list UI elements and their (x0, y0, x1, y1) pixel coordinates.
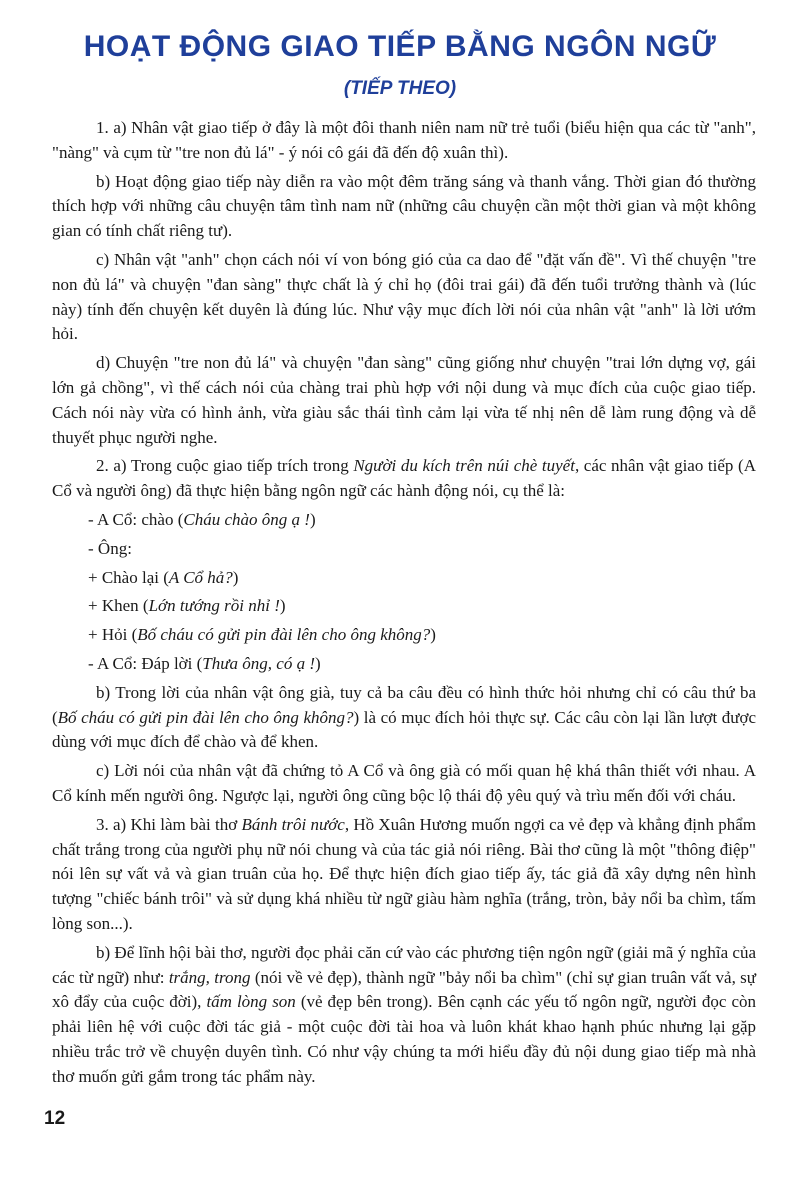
list-item-hoi: + Hỏi (Bố cháu có gửi pin đài lên cho ông không?) (88, 625, 436, 645)
list-item-khen: + Khen (Lớn tướng rồi nhỉ !) (88, 596, 286, 616)
list-item-a-co-greeting: - A Cổ: chào (Cháu chào ông ạ !) (88, 509, 316, 529)
paragraph-1c: c) Nhân vật "anh" chọn cách nói ví von bóng gió của ca dao để "đặt vấn đề". Vì thế chuyện "tre non đủ lá" và chuyện "đan sàng" thực chất là ý chỉ họ (đôi trai gái) đã đến tuổi trưởng thành và (lúc này) tính đến chuyện kết duyên là đúng lúc. Như vậy mục đích lời nói của nhân vật "anh" là lời ướm hỏi. (52, 249, 756, 344)
page-subtitle: (TIẾP THEO) (343, 78, 457, 99)
list-item-chao-lai: + Chào lại (A Cổ hả?) (88, 567, 239, 587)
paragraph-1d: d) Chuyện "tre non đủ lá" và chuyện "đan sàng" cũng giống như chuyện "trai lớn dựng vợ, gái lớn gả chồng", vì thế cách nói của chàng trai phù hợp với nội dung và mục đích của cuộc giao tiếp. Cách nói này vừa có hình ảnh, vừa giàu sắc thái tình cảm lại vừa tế nhị nên dễ làm rung động và dễ thuyết phục người nghe. (52, 353, 756, 447)
list-item-ong: - Ông: (88, 538, 132, 558)
paragraph-3b: b) Để lĩnh hội bài thơ, người đọc phải căn cứ vào các phương tiện ngôn ngữ (giải mã ý nghĩa của các từ ngữ) như: trắng, trong (nói về vẻ đẹp), thành ngữ "bảy nổi ba chìm" (chỉ sự gian truân vất vả, sự xô đẩy của cuộc đời), tấm lòng son (vẻ đẹp bên trong). Bên cạnh các yếu tố ngôn ngữ, người đọc còn phải liên hệ với cuộc đời tác giả - một cuộc đời tài hoa và luôn khát khao hạnh phúc nhưng lại gặp nhiều trắc trở về chuyện duyên tình. Có như vậy chúng ta mới hiểu đầy đủ nội dung giao tiếp mà nhà thơ muốn gửi gắm trong tác phẩm này. (52, 942, 757, 1086)
paragraph-1b: b) Hoạt động giao tiếp này diễn ra vào một đêm trăng sáng và thanh vắng. Thời gian đó thường thích hợp với những câu chuyện tâm tình nam nữ (những câu chuyện cần một thời gian và một không gian có tính chất riêng tư). (52, 171, 756, 241)
paragraph-2a: 2. a) Trong cuộc giao tiếp trích trong Người du kích trên núi chè tuyết, các nhân vật giao tiếp (A Cổ và người ông) đã thực hiện bằng ngôn ngữ các hành động nói, cụ thể là: (52, 456, 756, 501)
paragraph-1a: 1. a) Nhân vật giao tiếp ở đây là một đôi thanh niên nam nữ trẻ tuổi (biểu hiện qua các từ "anh", "nàng" và cụm từ "tre non đủ lá" - ý nói cô gái đã đến độ xuân thì). (52, 118, 756, 162)
page-title: HOẠT ĐỘNG GIAO TIẾP BẰNG NGÔN NGỮ (83, 30, 717, 63)
paragraph-3a: 3. a) Khi làm bài thơ Bánh trôi nước, Hồ Xuân Hương muốn ngợi ca vẻ đẹp và khẳng định phẩm chất trắng trong của người phụ nữ nói chung và của tác giả nói riêng. Bài thơ cũng là một "thông điệp" nói lên sự vất vả và gian truân của họ. Để thực hiện đích giao tiếp ấy, tác giả đã xây dựng nên hình tượng "chiếc bánh trôi" và sử dụng khá nhiều từ ngữ giàu hàm nghĩa (trắng, tròn, bảy nổi ba chìm, tấm lòng son...). (52, 814, 757, 933)
paragraph-2b: b) Trong lời của nhân vật ông già, tuy cả ba câu đều có hình thức hỏi nhưng chỉ có câu thứ ba (Bố cháu có gửi pin đài lên cho ông không?) là có mục đích hỏi thực sự. Các câu còn lại lần lượt được dùng với mục đích để chào và để khen. (52, 682, 756, 752)
page-body (52, 116, 756, 1093)
list-item-dap-loi: - A Cổ: Đáp lời (Thưa ông, có ạ !) (88, 653, 321, 673)
paragraph-2c: c) Lời nói của nhân vật đã chứng tỏ A Cổ và ông già có mối quan hệ khá thân thiết với nhau. A Cổ kính mến người ông. Ngược lại, người ông cũng bộc lộ thái độ yêu quý và trìu mến đối với cháu. (52, 761, 756, 805)
page-number: 12 (44, 1108, 66, 1129)
poem-title: Bánh trôi nước (241, 814, 345, 834)
work-title: Người du kích trên núi chè tuyết (353, 456, 575, 476)
